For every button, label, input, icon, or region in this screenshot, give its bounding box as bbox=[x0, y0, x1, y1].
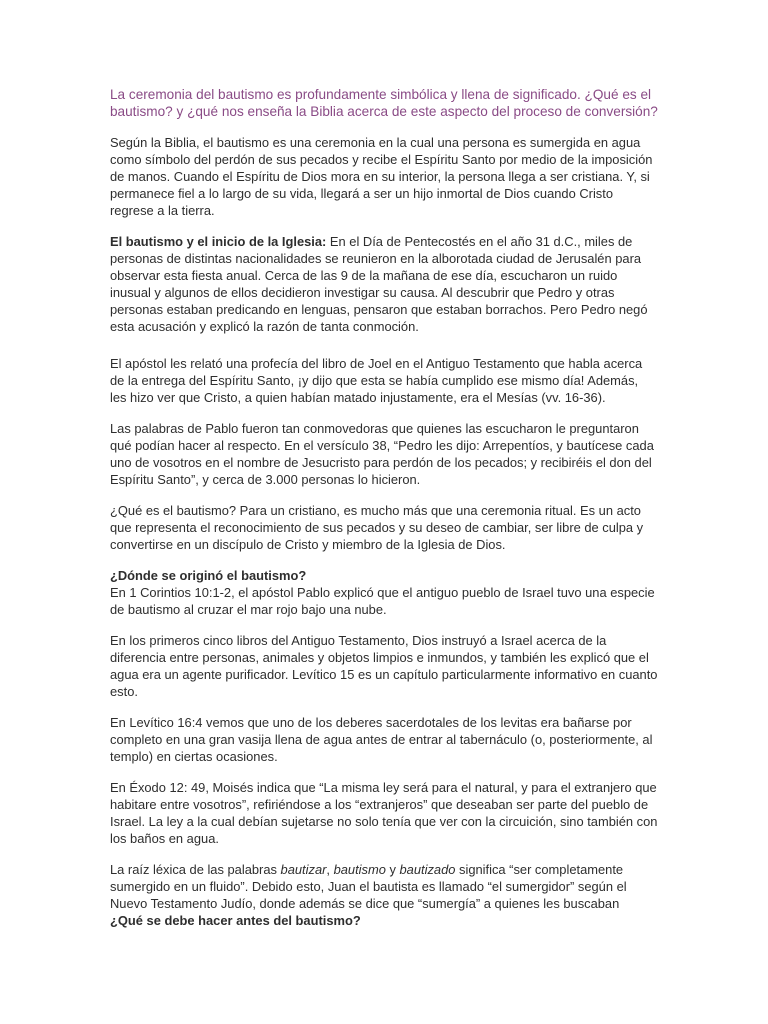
paragraph-joel-prophecy: El apóstol les relató una profecía del libro de Joel en el Antiguo Testamento que habla acerca de la entrega del Espíritu Santo, ¡y dijo que esta se había cumplido ese mismo día! Además, les hizo ver que Cristo, a quien habían matado injustamente, era el Mesías (vv. 16-36). bbox=[110, 356, 643, 405]
text-segment: y bbox=[385, 862, 400, 877]
text-segment: , bbox=[326, 862, 334, 877]
italic-word: bautismo bbox=[333, 862, 386, 877]
paragraph-what-is-baptism: ¿Qué es el bautismo? Para un cristiano, es mucho más que una ceremonia ritual. Es un acto que representa el reconocimiento de sus pecados y su deseo de cambiar, ser libre de culpa y convertirse en un discípulo de Cristo y miembro de la Iglesia de Dios. bbox=[110, 503, 644, 552]
section-origin bbox=[110, 567, 658, 618]
paragraph-lead: El bautismo y el inicio de la Iglesia: bbox=[110, 234, 327, 249]
italic-word: bautizar bbox=[280, 862, 327, 877]
paragraph-leviticus: En Levítico 16:4 vemos que uno de los deberes sacerdotales de los levitas era bañarse por completo en una gran vasija llena de agua antes de entrar al tabernáculo (o, posteriormente, al templo) en ciertas ocasiones. bbox=[110, 715, 653, 764]
document-page bbox=[110, 86, 658, 929]
paragraph-body: En el Día de Pentecostés en el año 31 d.C., miles de personas de distintas nacionalidades se reunieron en la alborotada ciudad de Jerusalén para observar esta fiesta anual. Cerca de las 9 de la mañana de ese día, escucharon un ruido inusual y algunos de ellos decidieron investigar su causa. Al descubrir que Pedro y otras personas estaban predicando en lenguas, pensaron que estaban borrachos. Pero Pedro negó esta acusación y explicó la razón de tanta conmoción. bbox=[110, 234, 648, 334]
paragraph-pentecost bbox=[110, 233, 658, 335]
text-segment: significa “ser completamente sumergido en un fluido”. Debido esto, Juan el bautista es llamado “el sumergidor” según el Nuevo Testamento Judío, donde además se dice que “sumergía” a quienes les buscaban bbox=[110, 862, 627, 911]
paragraph-lexical-root bbox=[110, 861, 658, 929]
section-heading: ¿Dónde se originó el bautismo? bbox=[110, 568, 307, 583]
text-segment: La raíz léxica de las palabras bbox=[110, 862, 281, 877]
paragraph-corinthians: En 1 Corintios 10:1-2, el apóstol Pablo explicó que el antiguo pueblo de Israel tuvo una especie de bautismo al cruzar el mar rojo bajo una nube. bbox=[110, 585, 655, 617]
paragraph-old-testament: En los primeros cinco libros del Antiguo Testamento, Dios instruyó a Israel acerca de la diferencia entre personas, animales y objetos limpios e inmundos, y también les explicó que el agua era un agente purificador. Levítico 15 es un capítulo particularmente informativo en cuanto esto. bbox=[110, 633, 658, 699]
paragraph-definition: Según la Biblia, el bautismo es una ceremonia en la cual una persona es sumergida en agua como símbolo del perdón de sus pecados y recibe el Espíritu Santo por medio de la imposición de manos. Cuando el Espíritu de Dios mora en su interior, la persona llega a ser cristiana. Y, si permanece fiel a lo largo de su vida, llegará a ser un hijo inmortal de Dios cuando Cristo regrese a la tierra. bbox=[110, 135, 653, 218]
italic-word: bautizado bbox=[399, 862, 456, 877]
paragraph-acts-38: Las palabras de Pablo fueron tan conmovedoras que quienes las escucharon le preguntaron qué podían hacer al respecto. En el versículo 38, “Pedro les dijo: Arrepentíos, y bautícese cada uno de vosotros en el nombre de Jesucristo para perdón de los pecados; y recibiréis el don del Espíritu Santo”, y cerca de 3.000 personas lo hicieron. bbox=[110, 421, 654, 487]
section-heading-before-baptism: ¿Qué se debe hacer antes del bautismo? bbox=[110, 913, 361, 928]
intro-paragraph: La ceremonia del bautismo es profundamente simbólica y llena de significado. ¿Qué es el bautismo? y ¿qué nos enseña la Biblia acerca de este aspecto del proceso de conversión? bbox=[110, 87, 658, 119]
paragraph-exodus: En Éxodo 12: 49, Moisés indica que “La misma ley será para el natural, y para el extranjero que habitare entre vosotros”, refiriéndose a los “extranjeros” que deseaban ser parte del pueblo de Israel. La ley a la cual debían sujetarse no solo tenía que ver con la circuición, sino también con los baños en agua. bbox=[110, 780, 658, 846]
